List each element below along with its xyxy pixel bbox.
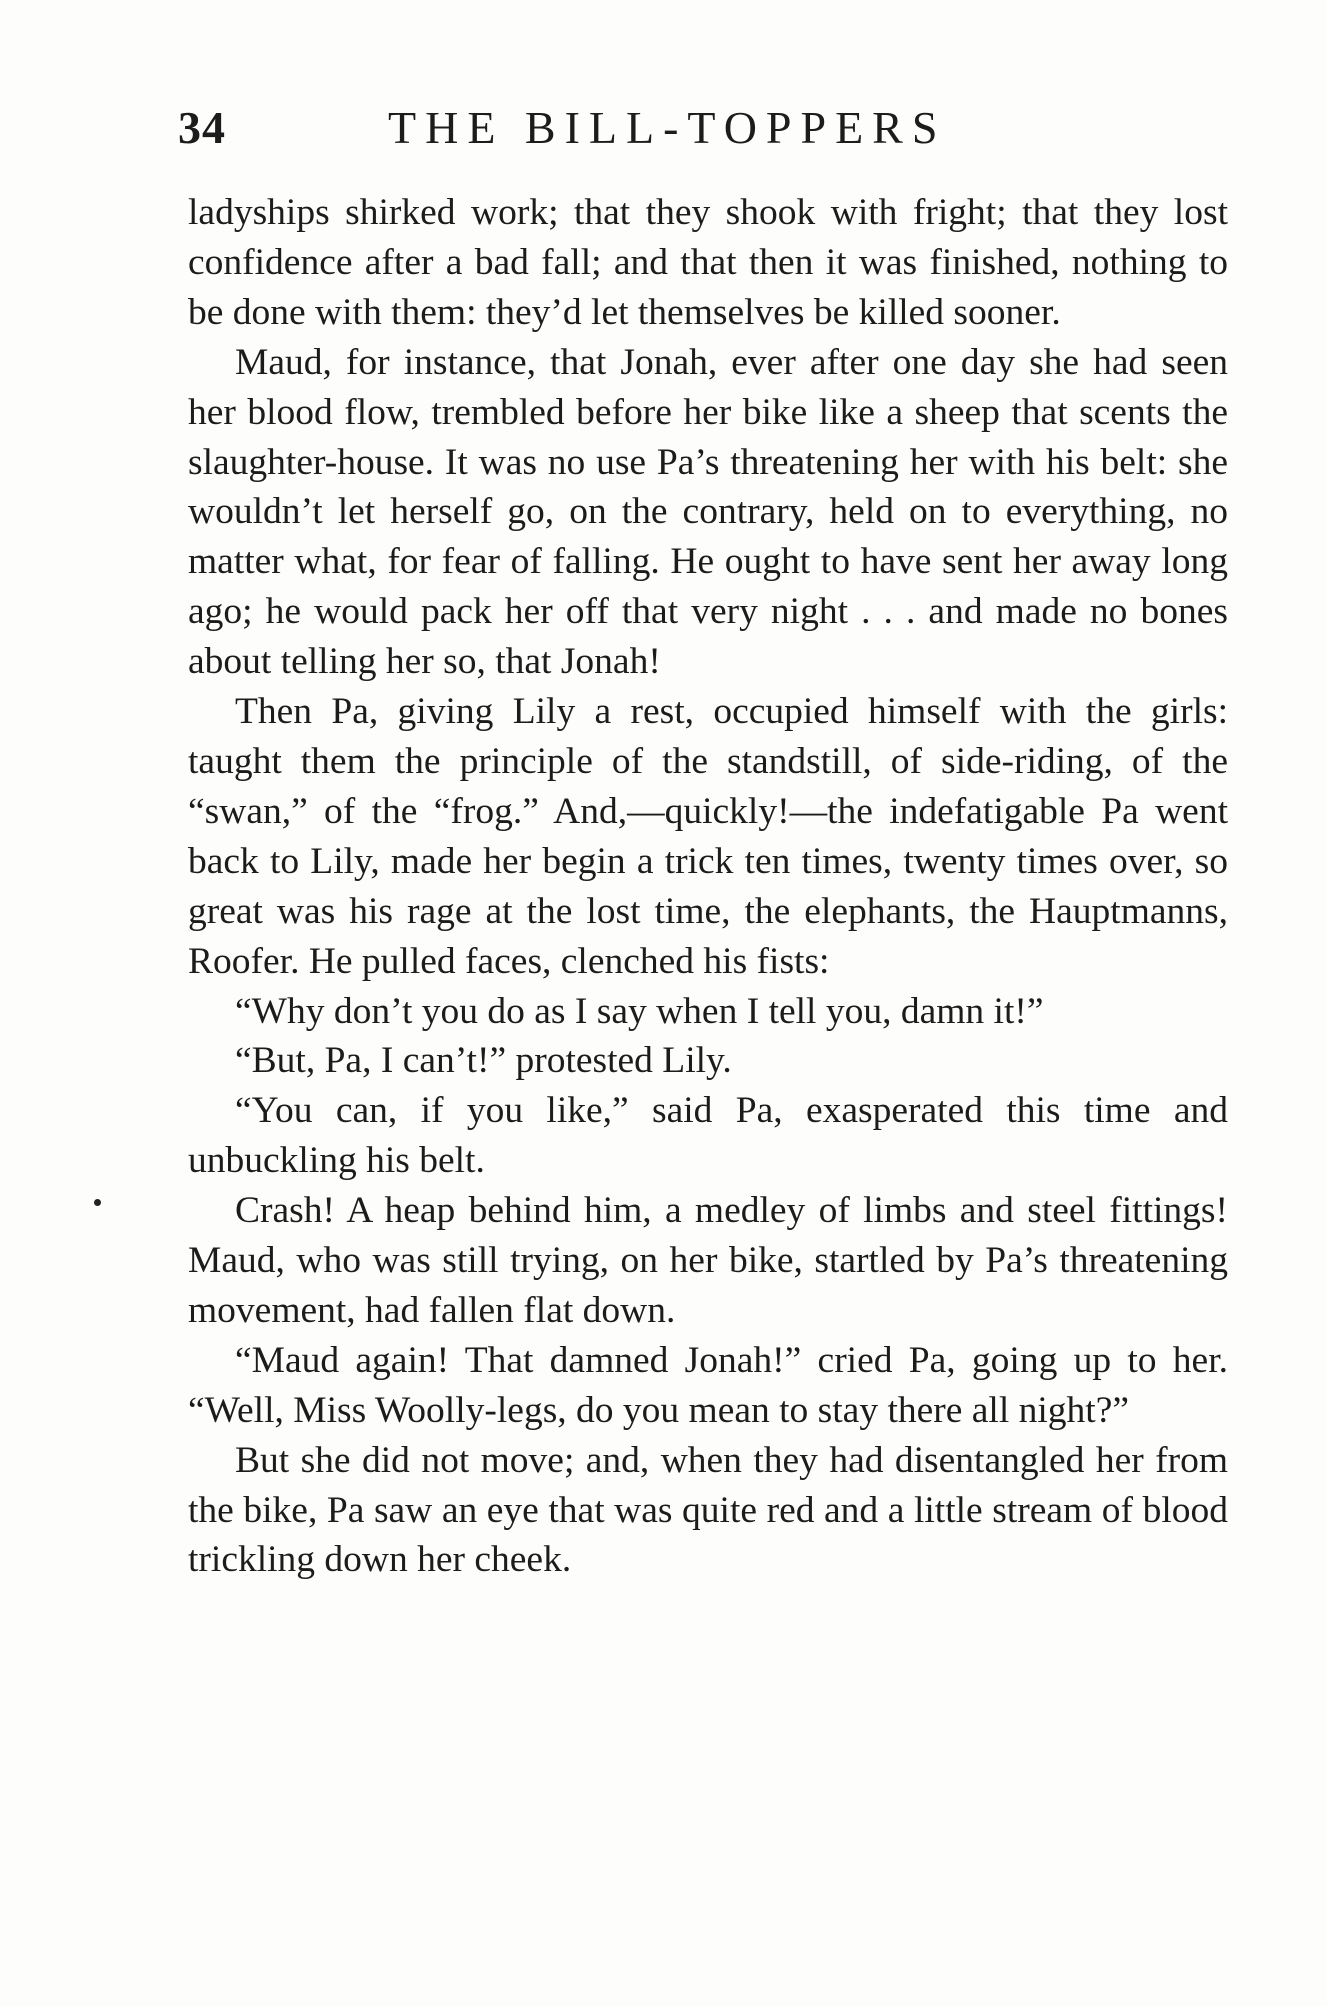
paragraph: Then Pa, giving Lily a rest, occupied himself with the girls: taught them the principle of the standstill, of side-riding, of the “swan,” of the “frog.” And,—quickly!—the indefatigable Pa went back to Lily, made her begin a trick ten times, twenty times over, so great was his rage at the lost time, the elephants, the Hauptmanns, Roofer. He pulled faces, clenched his fists:: [188, 691, 1228, 982]
paragraph: But she did not move; and, when they had disentangled her from the bike, Pa saw an eye that was quite red and a little stream of blood trickling down her cheek.: [188, 1439, 1228, 1581]
running-head: [178, 98, 1238, 158]
paragraph: “Why don’t you do as I say when I tell you, damn it!”: [235, 990, 1044, 1032]
paragraph: ladyships shirked work; that they shook with fright; that they lost confidence after a bad fall; and that then it was finished, nothing to be done with them: they’d let themselves be killed sooner.: [188, 192, 1228, 333]
book-title: THE BILL-TOPPERS: [388, 102, 947, 153]
body-text: [188, 188, 1228, 1585]
paragraph: Maud, for instance, that Jonah, ever after one day she had seen her blood flow, trembled before her bike like a sheep that scents the slaughter-house. It was no use Pa’s threatening her with his belt: she wouldn’t let herself go, on the contrary, held on to everything, no matter what, for fear of falling. He ought to have sent her away long ago; he would pack her off that very night . . . and made no bones about telling her so, that Jonah!: [188, 341, 1228, 683]
paragraph: “But, Pa, I can’t!” protested Lily.: [235, 1040, 732, 1082]
paragraph: “You can, if you like,” said Pa, exasperated this time and unbuckling his belt.: [188, 1090, 1228, 1182]
ink-speck: [94, 1199, 101, 1206]
page-number: 34: [178, 102, 226, 153]
paragraph: “Maud again! That damned Jonah!” cried Pa, going up to her. “Well, Miss Woolly-legs, do you mean to stay there all night?”: [188, 1339, 1228, 1431]
paragraph: Crash! A heap behind him, a medley of limbs and steel fittings! Maud, who was still trying, on her bike, startled by Pa’s threatening movement, had fallen flat down.: [188, 1190, 1228, 1331]
